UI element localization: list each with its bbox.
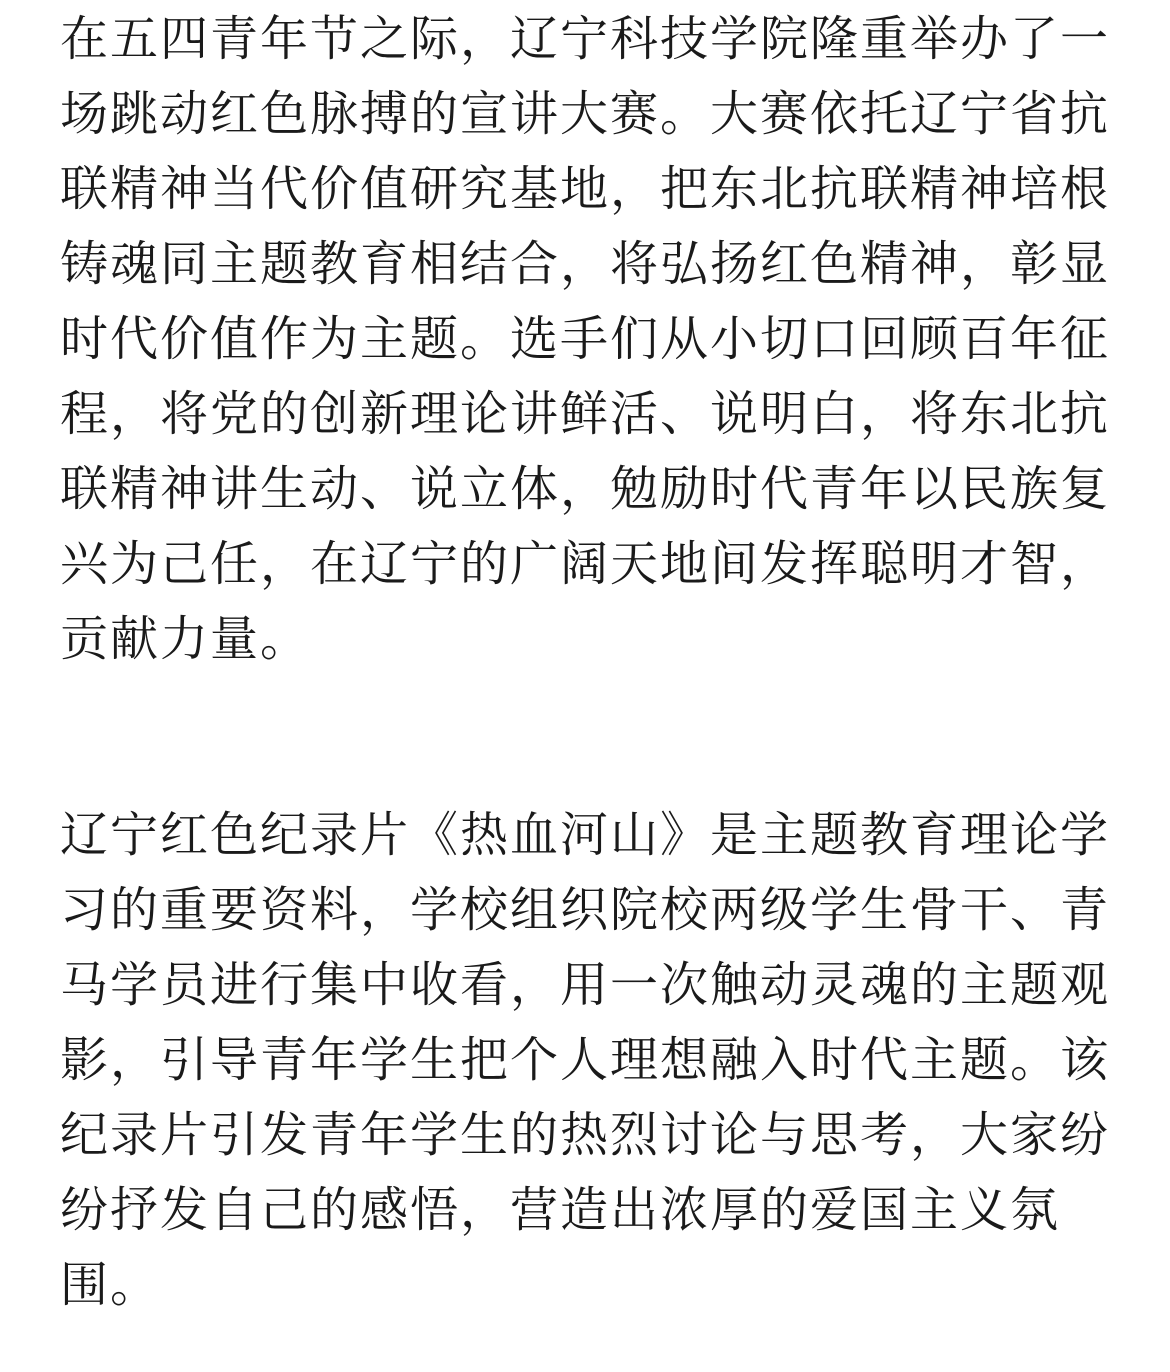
article-paragraph: 在五四青年节之际，辽宁科技学院隆重举办了一 场跳动红色脉搏的宣讲大赛。大赛依托辽宁省抗 联精神当代价值研究基地，把东北抗联精神培根 铸魂同主题教育相结合，将弘扬红色精神，彰显 时代价值作为主题。选手们从小切口回顾百年征 程，将党的创新理论讲鲜活、说明白，将东北抗 联精神讲生动、说立体，勉励时代青年以民族复 兴为己任，在辽宁的广阔天地间发挥聪明才智， 贡献力量。 [60, 11, 1111, 667]
article-paragraph: 辽宁红色纪录片《热血河山》是主题教育理论学 习的重要资料，学校组织院校两级学生骨干、青 马学员进行集中收看，用一次触动灵魂的主题观 影，引导青年学生把个人理想融入时代主题。该 纪录片引发青年学生的热烈讨论与思考，大家纷 纷抒发自己的感悟，营造出浓厚的爱国主义氛 围。 [60, 807, 1111, 1313]
